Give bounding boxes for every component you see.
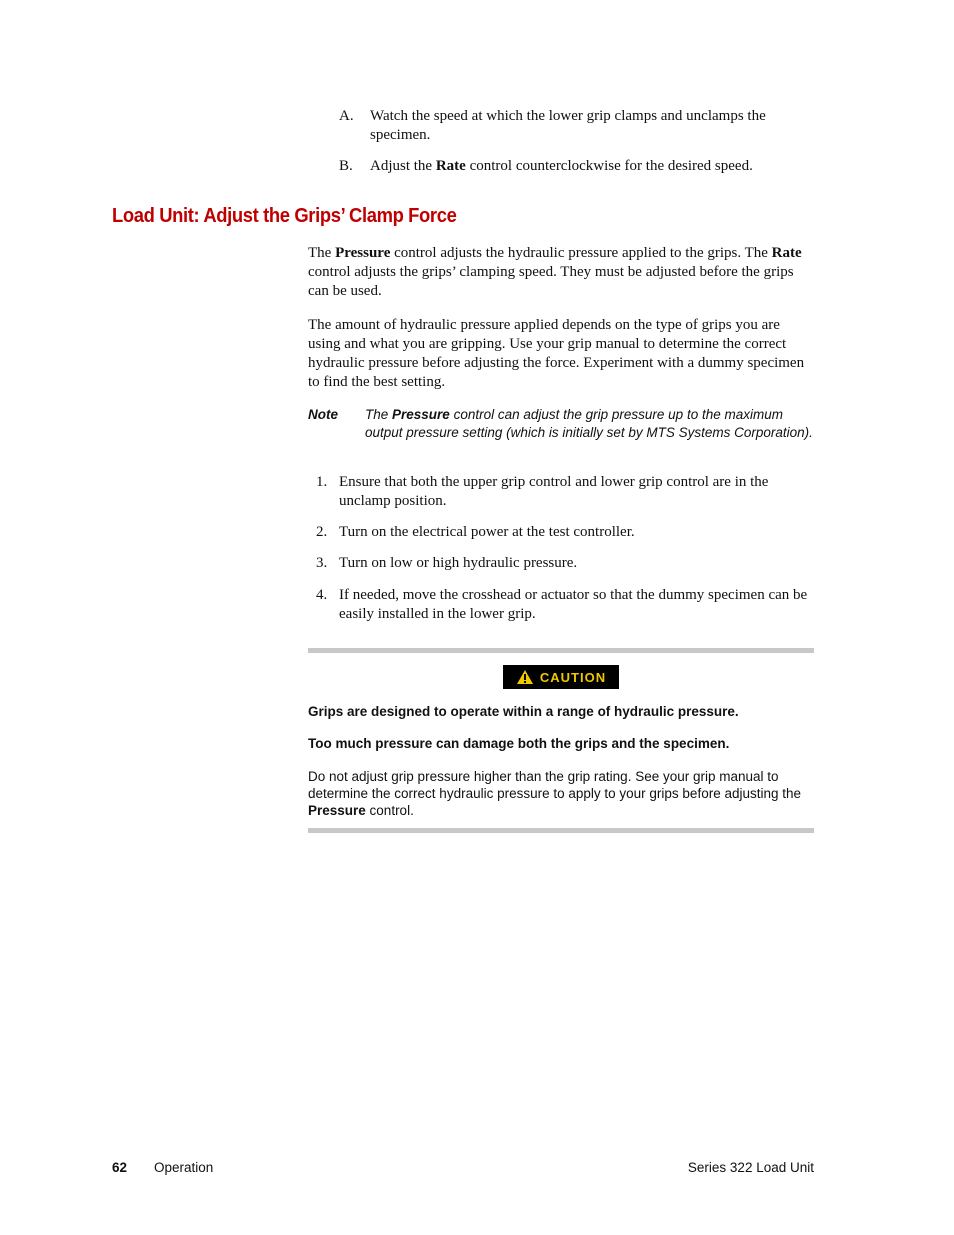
footer-section: Operation [154, 1160, 214, 1175]
bold-term: Rate [771, 245, 802, 261]
list-marker: A. [339, 108, 354, 124]
caution-bottom-rule [308, 828, 814, 833]
list-marker: B. [339, 158, 353, 174]
footer-product: Series 322 Load Unit [687, 1160, 814, 1175]
text-span: Do not adjust grip pressure higher than the grip rating. See your grip manual to determine the correct hydraulic pressure to apply to your grips before adjusting the [308, 769, 802, 801]
intro-paragraph-2: The amount of hydraulic pressure applied depends on the type of grips you are using and what you are gripping. Use your grip manual to determine the correct hydraulic pressure before adjusting the force. Experiment with a dummy specimen to find the best setting. [308, 317, 805, 390]
list-item-text: Watch the speed at which the lower grip clamps and unclamps the specimen. [370, 108, 766, 143]
step-number: 3. [316, 555, 328, 571]
bold-term: Pressure [308, 803, 366, 818]
caution-body [308, 768, 814, 819]
step-number: 1. [316, 474, 328, 490]
step-3 [316, 554, 814, 573]
text-span: Adjust the [370, 158, 436, 174]
step-1 [316, 473, 814, 511]
note-block [308, 406, 814, 441]
step-text: Ensure that both the upper grip control and lower grip control are in the unclamp position. [339, 474, 769, 509]
step-number: 4. [316, 587, 328, 603]
intro-paragraph-1 [308, 244, 814, 301]
caution-line-2: Too much pressure can damage both the grips and the specimen. [308, 736, 730, 751]
step-4 [316, 586, 814, 624]
caution-badge [503, 665, 619, 689]
note-text [365, 406, 814, 441]
step-2 [316, 523, 814, 542]
note-label: Note [308, 407, 338, 422]
text-span: The [308, 245, 336, 261]
bold-term: Pressure [392, 407, 450, 422]
caution-line-1: Grips are designed to operate within a range of hydraulic pressure. [308, 704, 739, 719]
text-span: control adjusts the hydraulic pressure applied to the grips. The [390, 245, 772, 261]
page-number: 62 [112, 1160, 128, 1175]
text-span: control adjusts the grips’ clamping speed. They must be adjusted before the grips can be used. [308, 264, 794, 299]
section-heading: Load Unit: Adjust the Grips’ Clamp Force [112, 205, 457, 227]
text-span: control counterclockwise for the desired speed. [465, 158, 753, 174]
step-text: If needed, move the crosshead or actuator so that the dummy specimen can be easily installed in the lower grip. [339, 587, 808, 622]
caution-label: CAUTION [539, 669, 607, 685]
list-item-a [339, 107, 799, 145]
step-number: 2. [316, 524, 328, 540]
bold-term: Rate [435, 158, 466, 174]
warning-triangle-icon [516, 669, 534, 685]
list-item-b [339, 157, 799, 176]
text-span: The [365, 407, 393, 422]
step-text: Turn on low or high hydraulic pressure. [339, 555, 578, 571]
bold-term: Pressure [335, 245, 391, 261]
list-item-text [370, 157, 799, 176]
step-text: Turn on the electrical power at the test controller. [339, 524, 635, 540]
caution-top-rule [308, 648, 814, 653]
text-span: control can adjust the grip pressure up to the maximum output pressure setting (which is initially set by MTS Systems Corporation). [365, 407, 813, 440]
text-span: control. [365, 803, 414, 818]
